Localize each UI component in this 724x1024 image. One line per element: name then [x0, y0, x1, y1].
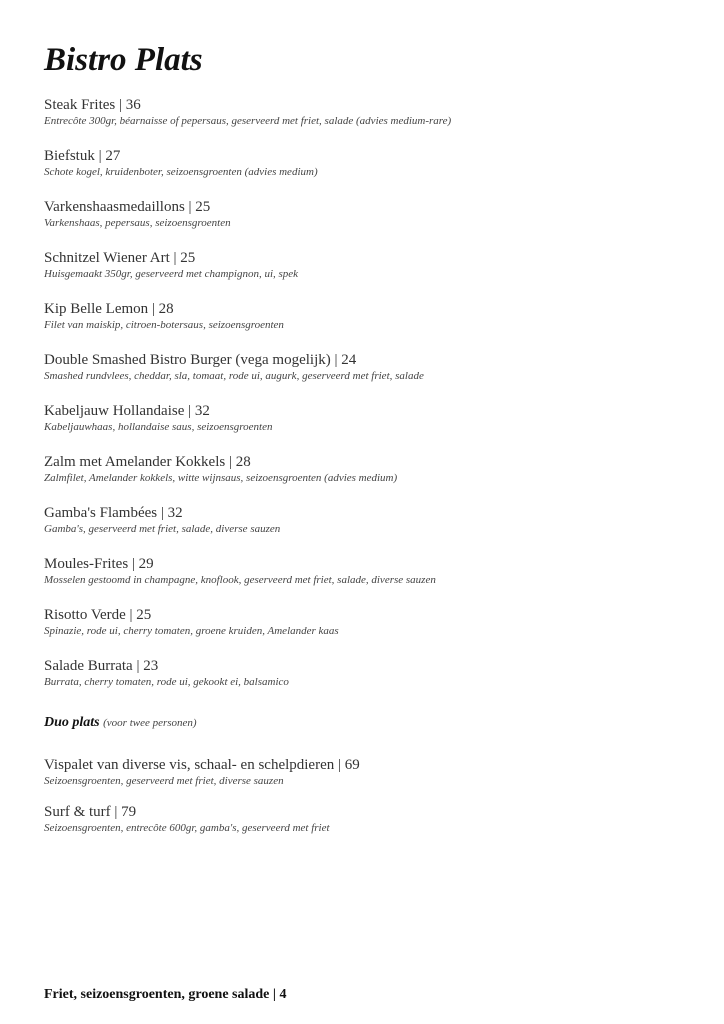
menu-item — [44, 300, 451, 351]
menu-item — [44, 504, 451, 555]
item-name: Surf & turf | 79 — [44, 804, 137, 820]
item-name: Vispalet van diverse vis, schaal- en schelpdieren | 69 — [44, 757, 360, 773]
item-description: Filet van maiskip, citroen-botersaus, seizoensgroenten — [44, 319, 284, 331]
item-description: Seizoensgroenten, entrecôte 600gr, gamba's, geserveerd met friet — [44, 822, 330, 834]
side-dishes-footer: Friet, seizoensgroenten, groene salade | 4 — [44, 987, 287, 1002]
item-description: Huisgemaakt 350gr, geserveerd met champignon, ui, spek — [44, 268, 299, 280]
item-description: Burrata, cherry tomaten, rode ui, gekookt ei, balsamico — [44, 676, 289, 688]
item-name: Kabeljauw Hollandaise | 32 — [44, 403, 210, 419]
item-name: Risotto Verde | 25 — [44, 607, 152, 623]
item-name: Gamba's Flambées | 32 — [44, 505, 183, 521]
item-description: Varkenshaas, pepersaus, seizoensgroenten — [44, 217, 231, 229]
item-description: Entrecôte 300gr, béarnaisse of pepersaus, geserveerd met friet, salade (advies medium-rare) — [44, 115, 452, 127]
menu-item — [44, 96, 451, 147]
item-name: Moules-Frites | 29 — [44, 556, 154, 572]
item-name: Double Smashed Bistro Burger (vega mogelijk) | 24 — [44, 352, 357, 368]
menu-item — [44, 147, 451, 198]
duo-heading: Duo plats — [44, 715, 100, 730]
menu-item — [44, 249, 451, 300]
item-name: Salade Burrata | 23 — [44, 658, 159, 674]
page-title: Bistro Plats — [44, 42, 203, 78]
item-name: Biefstuk | 27 — [44, 148, 121, 164]
duo-section-heading — [44, 715, 197, 731]
menu-item — [44, 402, 451, 453]
item-name: Schnitzel Wiener Art | 25 — [44, 250, 196, 266]
item-description: Schote kogel, kruidenboter, seizoensgroenten (advies medium) — [44, 166, 318, 178]
item-description: Kabeljauwhaas, hollandaise saus, seizoensgroenten — [44, 421, 273, 433]
item-name: Varkenshaasmedaillons | 25 — [44, 199, 211, 215]
item-name: Kip Belle Lemon | 28 — [44, 301, 174, 317]
duo-list — [44, 756, 360, 850]
menu-item — [44, 657, 451, 708]
menu-list — [44, 96, 451, 708]
menu-item — [44, 756, 360, 803]
menu-item — [44, 555, 451, 606]
item-description: Smashed rundvlees, cheddar, sla, tomaat, rode ui, augurk, geserveerd met friet, salade — [44, 370, 424, 382]
item-name: Zalm met Amelander Kokkels | 28 — [44, 454, 251, 470]
item-description: Spinazie, rode ui, cherry tomaten, groene kruiden, Amelander kaas — [44, 625, 339, 637]
item-description: Mosselen gestoomd in champagne, knoflook, geserveerd met friet, salade, diverse sauzen — [44, 574, 436, 586]
menu-item — [44, 351, 451, 402]
item-description: Seizoensgroenten, geserveerd met friet, diverse sauzen — [44, 775, 284, 787]
item-description: Zalmfilet, Amelander kokkels, witte wijnsaus, seizoensgroenten (advies medium) — [44, 472, 398, 484]
menu-item — [44, 606, 451, 657]
duo-note: (voor twee personen) — [103, 717, 197, 729]
menu-item — [44, 453, 451, 504]
item-name: Steak Frites | 36 — [44, 97, 141, 113]
menu-item — [44, 198, 451, 249]
item-description: Gamba's, geserveerd met friet, salade, diverse sauzen — [44, 523, 281, 535]
menu-item — [44, 803, 360, 850]
